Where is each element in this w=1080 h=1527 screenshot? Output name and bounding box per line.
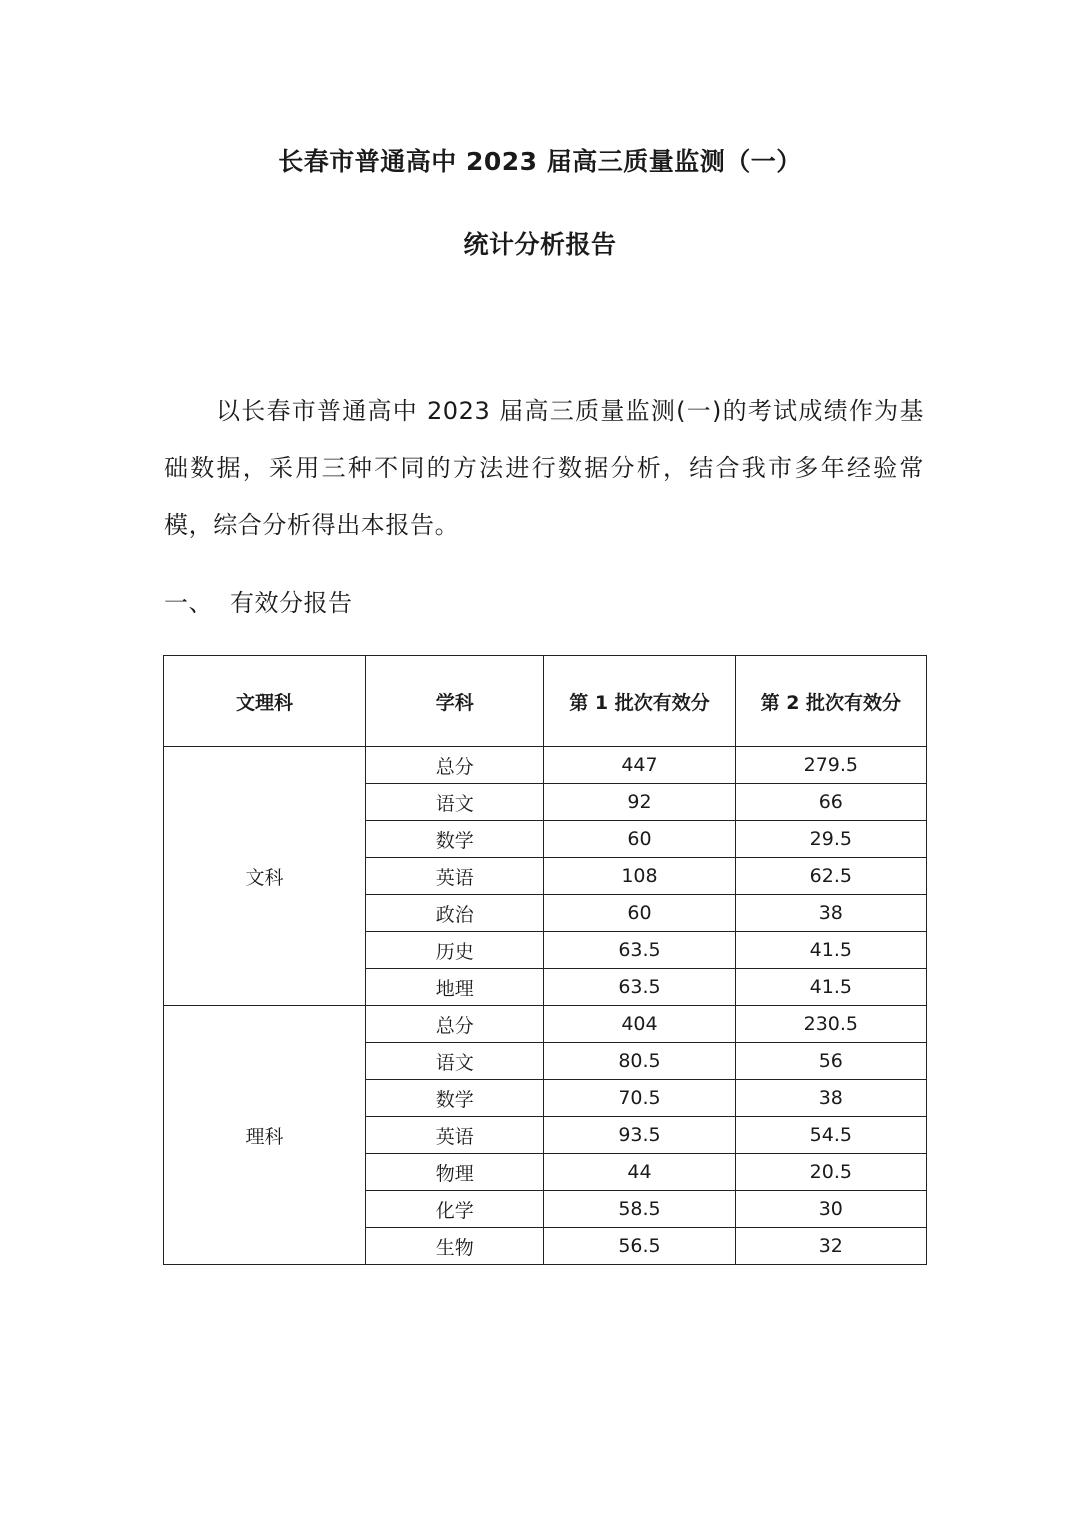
batch2-cell: 62.5 <box>735 858 926 895</box>
table-header-row <box>164 656 927 747</box>
batch1-cell: 108 <box>544 858 735 895</box>
subject-cell: 语文 <box>366 1043 544 1080</box>
section-heading <box>164 583 353 618</box>
header-batch1: 第 1 批次有效分 <box>544 656 735 747</box>
subject-cell: 地理 <box>366 969 544 1006</box>
batch1-cell: 60 <box>544 821 735 858</box>
batch2-cell: 279.5 <box>735 747 926 784</box>
batch2-cell: 56 <box>735 1043 926 1080</box>
batch1-cell: 447 <box>544 747 735 784</box>
header-batch2: 第 2 批次有效分 <box>735 656 926 747</box>
document-title: 长春市普通高中 2023 届高三质量监测（一） <box>278 147 802 176</box>
subject-cell: 数学 <box>366 1080 544 1117</box>
batch2-cell: 20.5 <box>735 1154 926 1191</box>
batch2-cell: 41.5 <box>735 969 926 1006</box>
batch2-cell: 29.5 <box>735 821 926 858</box>
subject-cell: 语文 <box>366 784 544 821</box>
subject-cell: 物理 <box>366 1154 544 1191</box>
batch2-cell: 32 <box>735 1228 926 1265</box>
section-title: 有效分报告 <box>230 589 353 617</box>
table-body <box>164 747 927 1265</box>
effective-score-table <box>163 655 927 1265</box>
batch1-cell: 80.5 <box>544 1043 735 1080</box>
table-row <box>164 1006 927 1043</box>
subject-cell: 生物 <box>366 1228 544 1265</box>
subject-cell: 政治 <box>366 895 544 932</box>
subject-cell: 英语 <box>366 1117 544 1154</box>
batch1-cell: 63.5 <box>544 969 735 1006</box>
batch2-cell: 230.5 <box>735 1006 926 1043</box>
category-cell: 理科 <box>164 1006 366 1265</box>
batch1-cell: 56.5 <box>544 1228 735 1265</box>
batch1-cell: 44 <box>544 1154 735 1191</box>
batch2-cell: 38 <box>735 1080 926 1117</box>
section-number: 一、 <box>164 589 213 617</box>
subject-cell: 化学 <box>366 1191 544 1228</box>
batch1-cell: 58.5 <box>544 1191 735 1228</box>
category-cell: 文科 <box>164 747 366 1006</box>
header-subject: 学科 <box>366 656 544 747</box>
batch2-cell: 66 <box>735 784 926 821</box>
header-category: 文理科 <box>164 656 366 747</box>
batch1-cell: 60 <box>544 895 735 932</box>
batch2-cell: 41.5 <box>735 932 926 969</box>
batch2-cell: 30 <box>735 1191 926 1228</box>
batch1-cell: 92 <box>544 784 735 821</box>
batch1-cell: 70.5 <box>544 1080 735 1117</box>
subject-cell: 数学 <box>366 821 544 858</box>
batch1-cell: 404 <box>544 1006 735 1043</box>
document-subtitle: 统计分析报告 <box>463 230 617 259</box>
batch1-cell: 63.5 <box>544 932 735 969</box>
batch1-cell: 93.5 <box>544 1117 735 1154</box>
batch2-cell: 54.5 <box>735 1117 926 1154</box>
subject-cell: 历史 <box>366 932 544 969</box>
subject-cell: 总分 <box>366 747 544 784</box>
batch2-cell: 38 <box>735 895 926 932</box>
subject-cell: 英语 <box>366 858 544 895</box>
table-row <box>164 747 927 784</box>
intro-paragraph: 以长春市普通高中 2023 届高三质量监测(一)的考试成绩作为基础数据，采用三种不同的方法进行数据分析，结合我市多年经验常模，综合分析得出本报告。 <box>164 397 924 539</box>
subject-cell: 总分 <box>366 1006 544 1043</box>
